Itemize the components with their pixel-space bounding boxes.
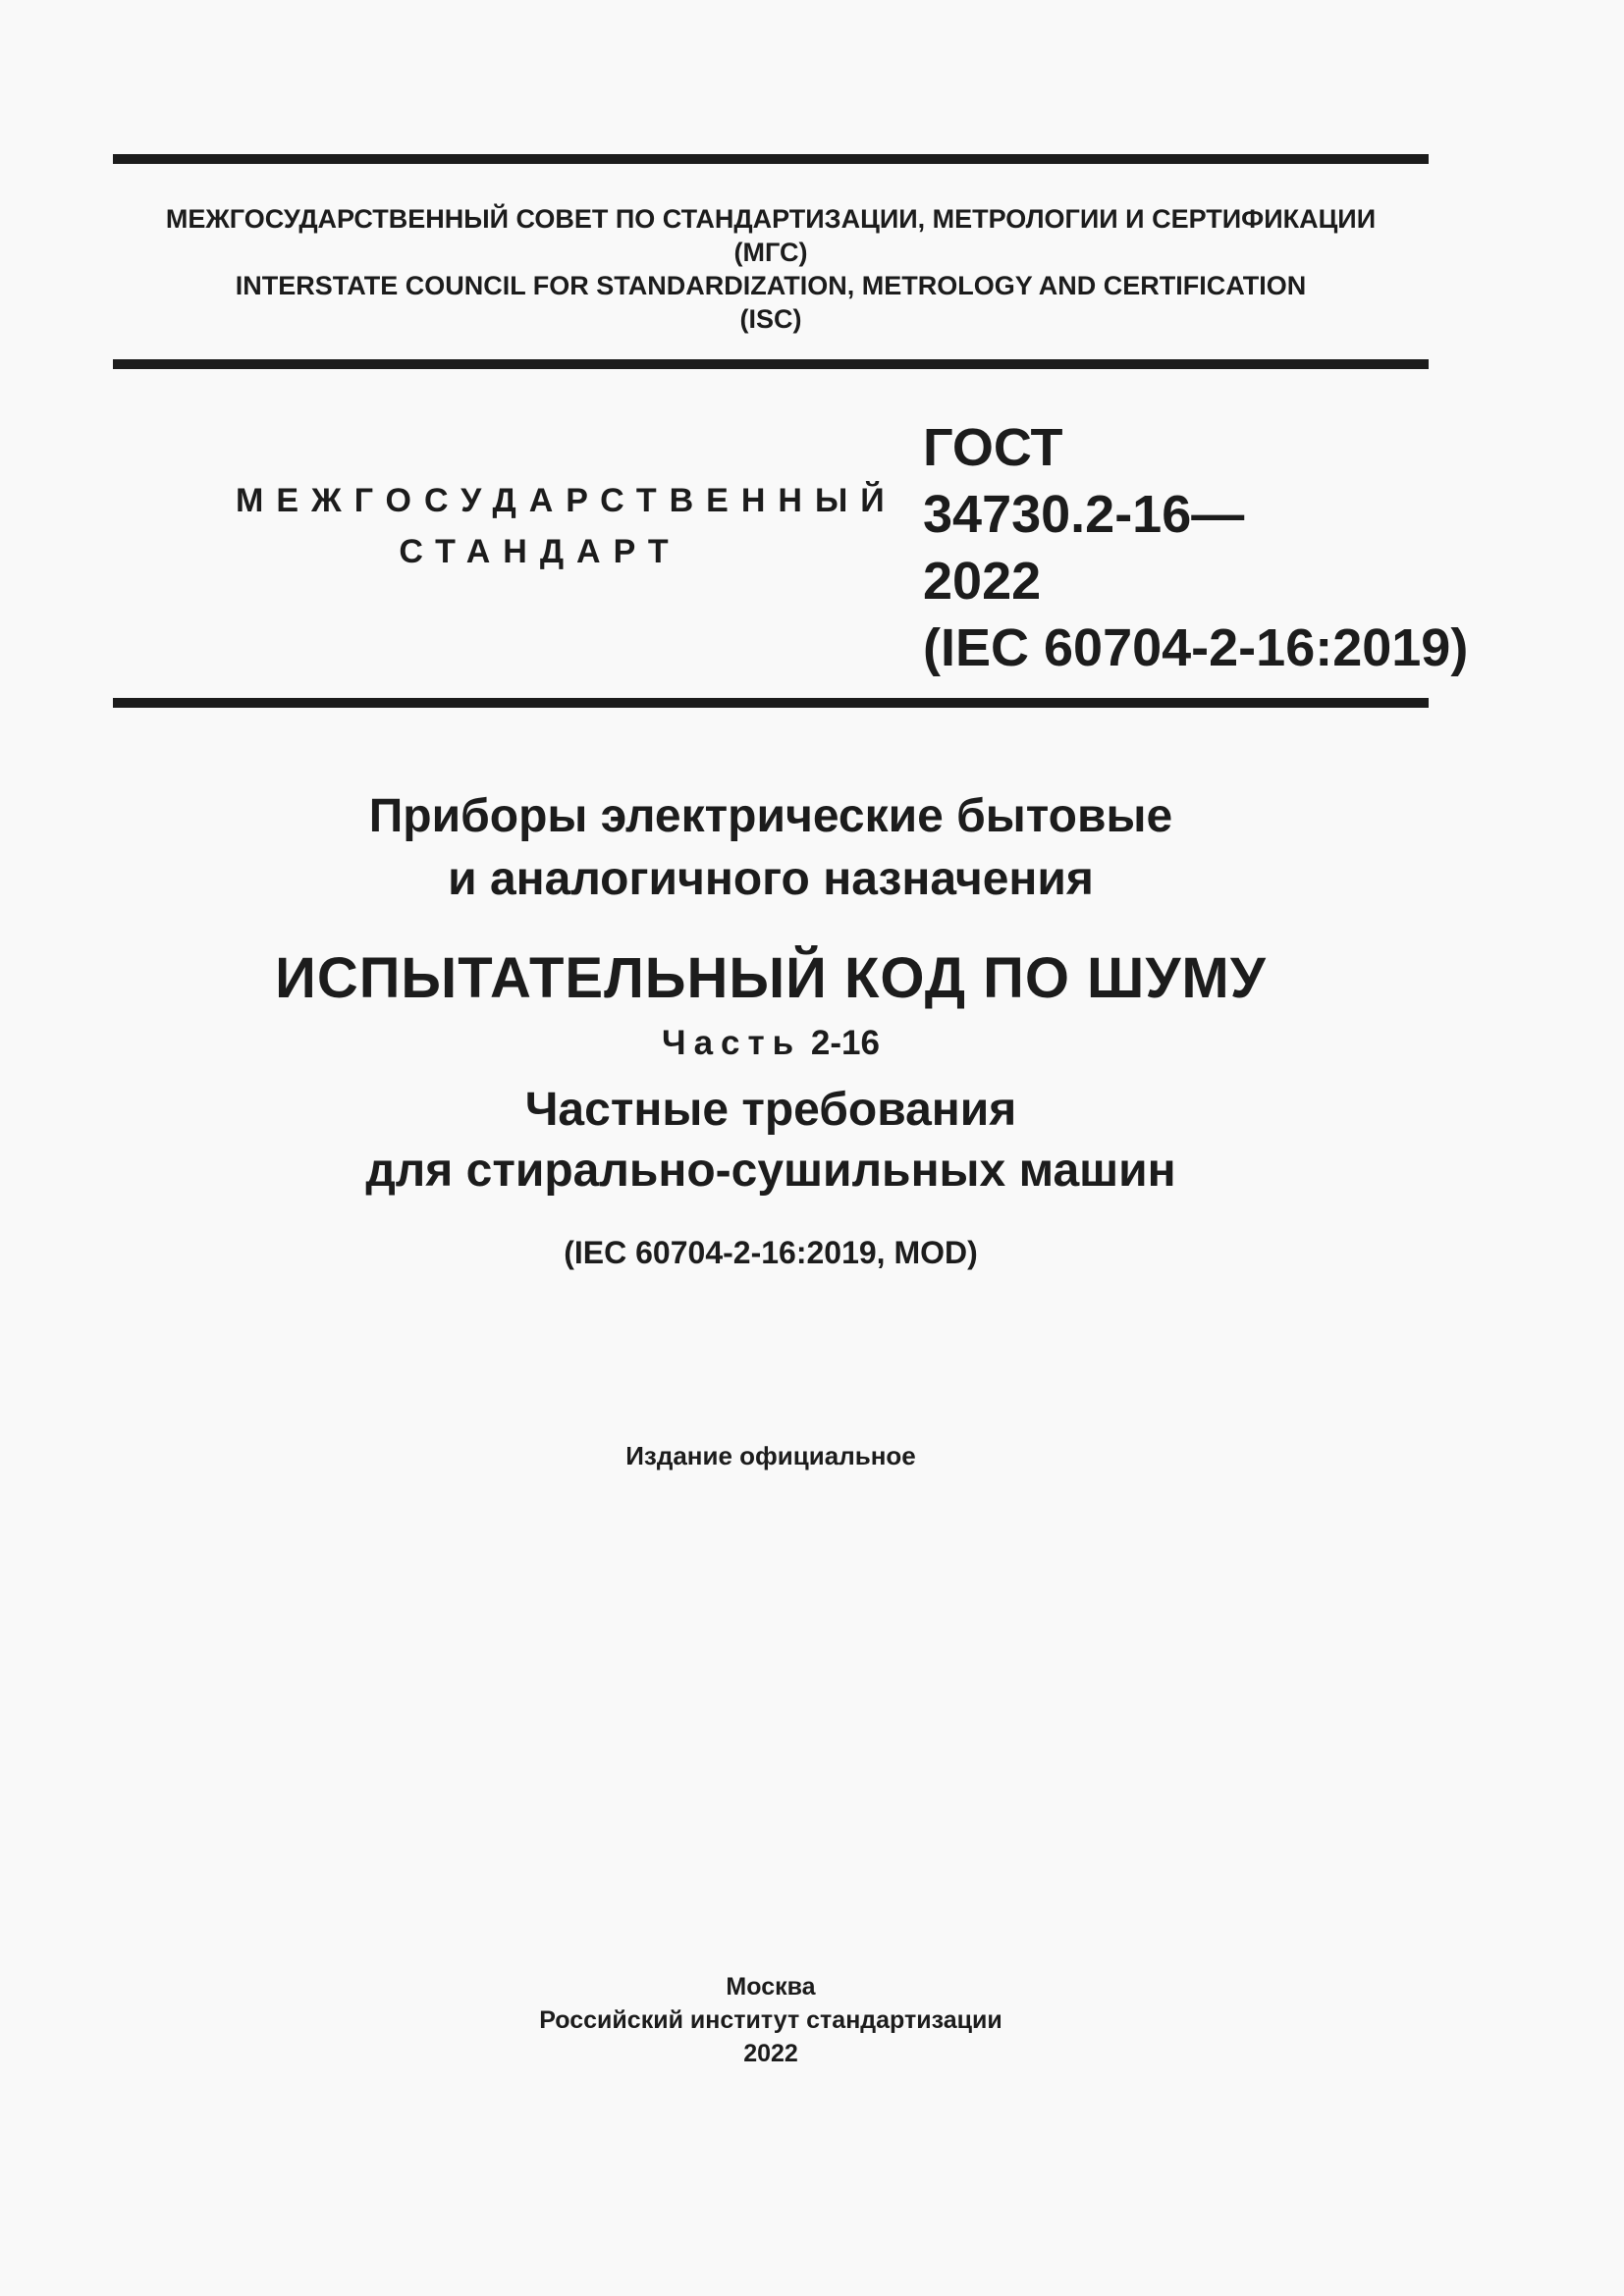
council-abbr-ru: (МГС)	[733, 238, 808, 267]
council-abbr-en: (ISC)	[739, 304, 802, 334]
council-name-en: INTERSTATE COUNCIL FOR STANDARDIZATION, METROLOGY AND CERTIFICATION	[235, 271, 1307, 300]
iec-reference: (IEC 60704-2-16:2019, MOD)	[564, 1235, 978, 1270]
imprint-year: 2022	[743, 2040, 798, 2067]
designation-rule	[113, 698, 1429, 708]
designation-iec: (IEC 60704-2-16:2019)	[923, 618, 1469, 677]
designation-year: 2022	[923, 552, 1042, 611]
imprint-city: Москва	[726, 1973, 816, 2001]
subtitle-line1: Частные требования	[524, 1084, 1017, 1136]
standard-kind-line2: СТАНДАРТ	[399, 533, 681, 570]
top-rule	[113, 154, 1429, 164]
standard-kind	[236, 475, 897, 577]
standard-designation	[923, 414, 1468, 681]
designation-gost: ГОСТ	[923, 418, 1063, 477]
publisher-imprint	[113, 1970, 1429, 2070]
document-title-line1: Приборы электрические бытовые	[368, 790, 1173, 842]
document-title-block	[113, 785, 1429, 1272]
part-number: 2-16	[810, 1024, 880, 1062]
document-title-line2: и аналогичного назначения	[448, 853, 1094, 905]
subtitle-line2: для стирально-сушильных машин	[365, 1145, 1176, 1197]
standard-kind-line1: МЕЖГОСУДАРСТВЕННЫЙ	[236, 482, 897, 519]
designation-number: 34730.2-16—	[923, 485, 1245, 544]
council-rule	[113, 359, 1429, 369]
council-header	[113, 202, 1429, 336]
part-heading	[113, 1021, 1429, 1066]
test-code-heading: ИСПЫТАТЕЛЬНЫЙ КОД ПО ШУМУ	[275, 946, 1267, 1010]
part-label: Часть	[662, 1024, 802, 1062]
document-title	[113, 785, 1429, 911]
edition-label: Издание официальное	[625, 1441, 916, 1470]
particular-requirements-title	[113, 1080, 1429, 1201]
imprint-publisher: Российский институт стандартизации	[539, 2006, 1002, 2034]
council-name-ru: МЕЖГОСУДАРСТВЕННЫЙ СОВЕТ ПО СТАНДАРТИЗАЦИИ, МЕТРОЛОГИИ И СЕРТИФИКАЦИИ	[165, 204, 1377, 234]
